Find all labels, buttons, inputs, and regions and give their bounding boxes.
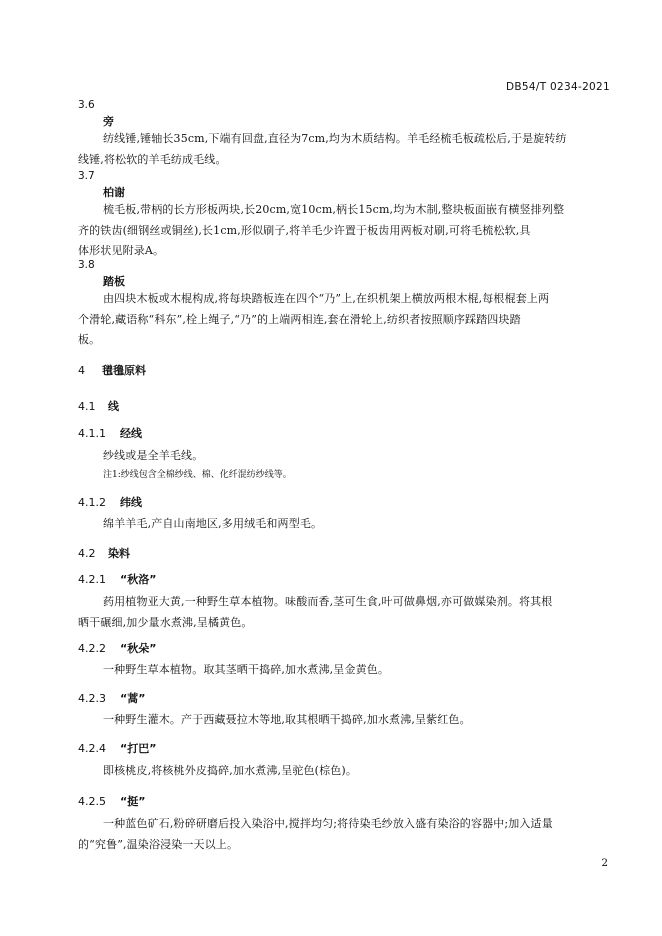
paragraph-line: 纺线锤,锤轴长35cm,下端有回盘,直径为7cm,均为木质结构。羊毛经梳毛板疏松后,于是旋转纺 (103, 132, 567, 145)
section-number: 4.2.3 (78, 692, 106, 705)
section-body-4-2-1 (78, 592, 613, 633)
paragraph-line: 线锤,将松软的羊毛纺成毛线。 (78, 152, 227, 166)
section-heading-4-2-3 (78, 690, 613, 706)
paragraph-line: 药用植物亚大黄,一种野生草本植物。味酸而香,茎可生食,叶可做鼻烟,亦可做媒染剂。将其根 (103, 595, 553, 608)
term-3-6 (78, 99, 613, 170)
section-body-4-1-2 (78, 514, 613, 535)
section-number: 4.1.1 (78, 427, 106, 440)
section-title: “打巴” (120, 742, 157, 755)
clause-number: 3.8 (78, 259, 95, 271)
note: 注1:纱线包含全棉纱线、棉、化纤混纺纱线等。 (103, 469, 292, 480)
section-heading-4-1 (78, 398, 613, 414)
section-title: “挺” (120, 795, 146, 808)
term-name: 旁 (103, 115, 114, 128)
document-code: DB54/T 0234-2021 (506, 81, 610, 93)
paragraph-line: 板。 (78, 333, 101, 346)
section-title: 氆氇原料 (102, 364, 146, 377)
paragraph-line: 绵羊羊毛,产自山南地区,多用绒毛和两型毛。 (103, 517, 323, 530)
paragraph-line: 梳毛板,带柄的长方形板两块,长20cm,宽10cm,柄长15cm,均为木制,整块板面嵌有横竖排列整 (103, 203, 565, 216)
term-name: 柏谢 (103, 186, 125, 199)
paragraph-line: 一种野生草本植物。取其茎晒干捣碎,加水煮沸,呈金黄色。 (103, 663, 390, 676)
paragraph-line: 体形状见附录A。 (78, 244, 165, 257)
section-heading-4-2-2 (78, 640, 613, 656)
section-body-4-2-4 (78, 761, 613, 782)
section-number: 4.2.4 (78, 742, 106, 755)
section-number: 4.2 (78, 547, 96, 560)
section-body-4-2-2 (78, 660, 613, 681)
term-3-8 (78, 259, 613, 351)
section-title: “秋朵” (120, 642, 157, 655)
paragraph-line: 即核桃皮,将核桃外皮捣碎,加水煮沸,呈驼色(棕色)。 (103, 764, 357, 777)
section-body-4-2-3 (78, 710, 613, 731)
section-heading-4-2-5 (78, 793, 613, 809)
section-title: “蒿” (120, 692, 146, 705)
section-heading-4-2-4 (78, 740, 613, 756)
section-title: 线 (108, 400, 119, 413)
section-title: “秋洛” (120, 573, 157, 586)
section-heading-4-1-2 (78, 494, 613, 510)
paragraph-line: 由四块木板或木棍构成,将每块踏板连在四个“乃”上,在织机架上横放两根木棍,每根棍套上两 (103, 292, 550, 305)
paragraph-line: 的“究鲁”,温染浴浸染一天以上。 (78, 837, 239, 851)
paragraph-line: 一种蓝色矿石,粉碎研磨后投入染浴中,搅拌均匀;将待染毛纱放入盛有染浴的容器中;加入适量 (103, 817, 553, 830)
section-heading-4-1-1 (78, 425, 613, 441)
section-number: 4.2.5 (78, 795, 106, 808)
section-number: 4.1.2 (78, 496, 106, 509)
clause-number: 3.7 (78, 170, 95, 182)
section-heading-4 (78, 362, 613, 378)
term-3-7 (78, 170, 613, 262)
section-body-4-2-5 (78, 814, 613, 855)
section-number: 4 (78, 364, 85, 377)
paragraph-line: 个滑轮,藏语称“科东”,栓上绳子,“乃”的上端两相连,套在滑轮上,纺织者按照顺序踩踏四块踏 (78, 312, 521, 326)
section-number: 4.2.1 (78, 573, 106, 586)
section-title: 纬线 (120, 496, 142, 509)
paragraph-line: 齐的铁齿(细钢丝或铜丝),长1cm,形似刷子,将羊毛少许置于板齿用两板对刷,可将毛梳松软,具 (78, 223, 531, 237)
term-name: 踏板 (103, 275, 125, 288)
section-title: 染料 (108, 547, 130, 560)
section-number: 4.1 (78, 400, 96, 413)
paragraph-line: 晒干碾细,加少量水煮沸,呈橘黄色。 (78, 615, 253, 629)
section-body-4-1-1 (78, 446, 613, 480)
page-number: 2 (601, 857, 608, 869)
clause-number: 3.6 (78, 99, 95, 111)
section-title: 经线 (120, 427, 142, 440)
section-heading-4-2 (78, 545, 613, 561)
section-number: 4.2.2 (78, 642, 106, 655)
section-heading-4-2-1 (78, 571, 613, 587)
paragraph-line: 一种野生灌木。产于西藏聂拉木等地,取其根晒干捣碎,加水煮沸,呈紫红色。 (103, 713, 471, 726)
paragraph-line: 纱线或是全羊毛线。 (103, 449, 204, 462)
